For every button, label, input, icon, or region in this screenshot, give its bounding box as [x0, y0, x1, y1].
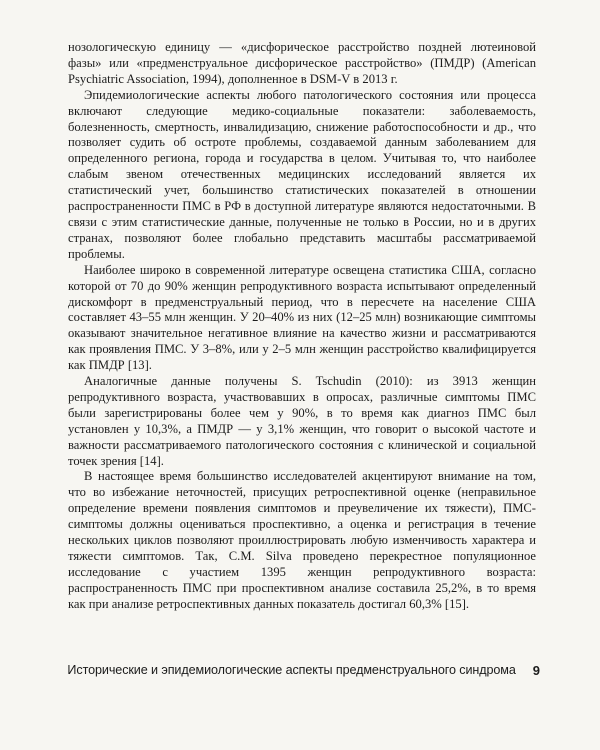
paragraph-epidemiology-aspects: Эпидемиологические аспекты любого патологического состояния или процесса включают следующие медико-социальные показатели: заболеваемость, болезненность, смертность, инвалидизацию, снижение работоспособности и др., что позволяет судить об остроте проблемы, создаваемой данным заболеванием для определенного региона, города и государства в целом. Учитывая то, что наиболее слабым звеном отечественных медицинских исследований является их статистический учет, большинство статистических показателей в отношении распространенности ПМС в РФ в доступной литературе являются недостаточными. В связи с этим статистические данные, полученные не только в России, но и в других странах, позволяют более глобально представить масштабы рассматриваемой проблемы.	[68, 87, 536, 261]
paragraph-prospective-assessment: В настоящее время большинство исследователей акцентируют внимание на том, что во избежание неточностей, присущих ретроспективной оценке (неправильное определение времени появления симптомов и преувеличение их тяжести), ПМС-симптомы должны оцениваться проспективно, а оценка и регистрация в течение нескольких циклов позволяют проиллюстрировать любую изменчивость характера и тяжести симптомов. Так, C.M. Silva проведено перекрестное популяционное исследование с участием 1395 женщин репродуктивного возраста: распространенность ПМС при проспективном анализе составила 25,2%, в то время как при анализе ретроспективных данных показатель достигал 60,3% [15].	[68, 469, 536, 611]
paragraph-usa-statistics: Наиболее широко в современной литературе освещена статистика США, согласно которой от 70 до 90% женщин репродуктивного возраста испытывают определенный дискомфорт в предменструальный период, что в пересчете на население США составляет 43–55 млн женщин. У 20–40% из них (12–25 млн) возникающие симптомы оказывают значительное негативное влияние на качество жизни и рассматриваются как проявления ПМС. У 3–8%, или у 2–5 млн женщин расстройство квалифицируется как ПМДР [13].	[68, 262, 536, 373]
running-title: Исторические и эпидемиологические аспекты предменструального синдрома	[67, 663, 516, 677]
page-number: 9	[532, 662, 540, 678]
paragraph-tschudin-data: Аналогичные данные получены S. Tschudin (2010): из 3913 женщин репродуктивного возраста, участвовавших в опросах, различные симптомы ПМС были зарегистрированы более чем у 90%, в то время как диагноз ПМС был установлен у 10,3%, а ПМДР — у 3,1% женщин, что говорит о высокой частоте и важности рассматриваемого патологического состояния с клинической и социальной точек зрения [14].	[68, 374, 536, 468]
paragraph-continuation: нозологическую единицу — «дисфорическое расстройство поздней лютеиновой фазы» или «предменструальное дисфорическое расстройство» (ПМДР) (American Psychiatric Association, 1994), дополненное в DSM-V в 2013 г.	[68, 40, 536, 86]
page-body	[68, 40, 536, 613]
page-footer	[67, 660, 540, 680]
